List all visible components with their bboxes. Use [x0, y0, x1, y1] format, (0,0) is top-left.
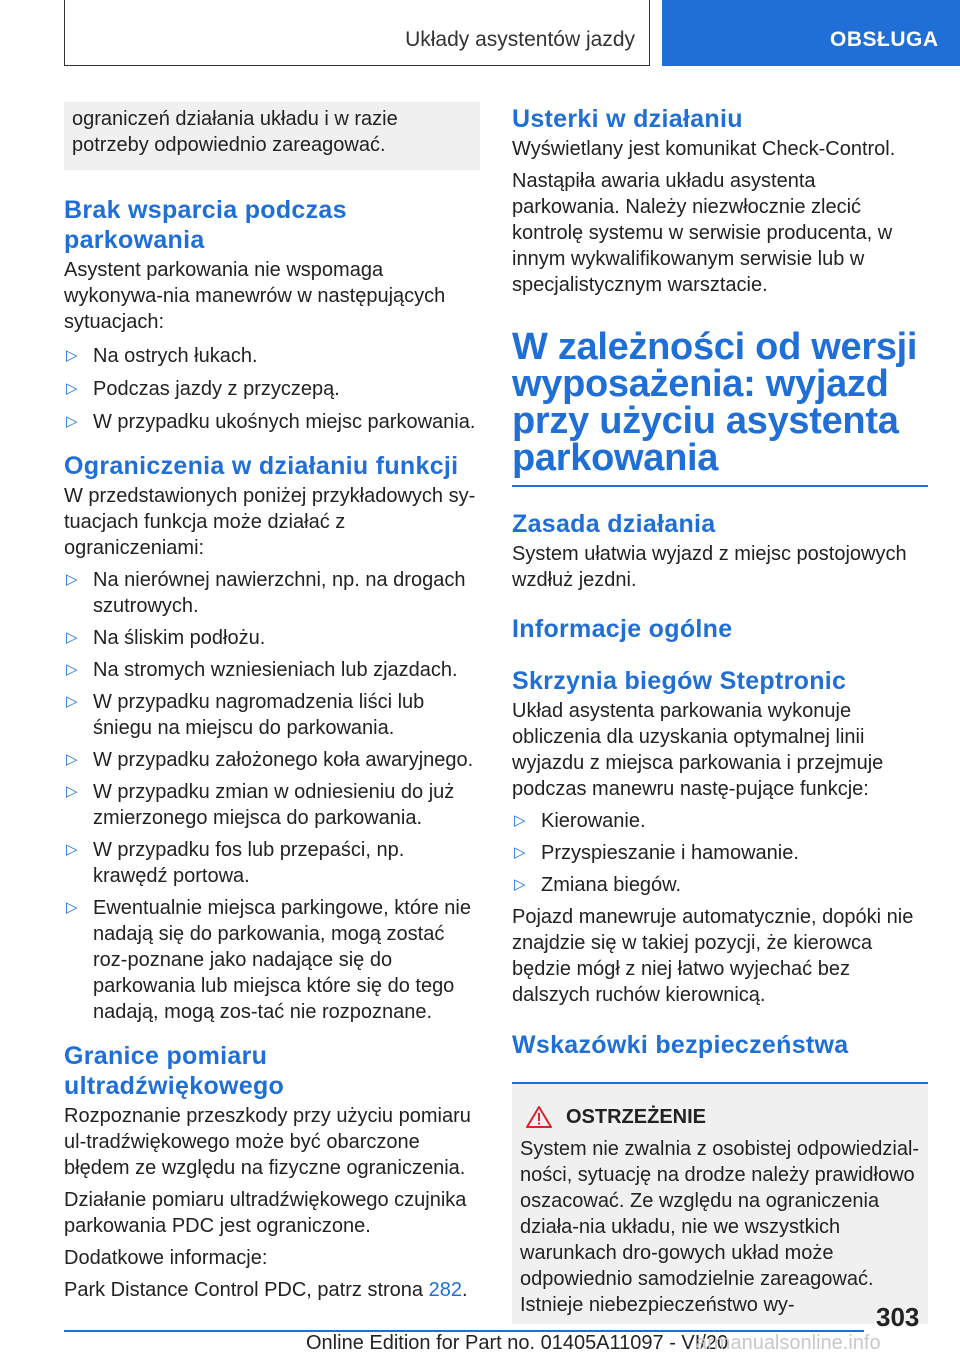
bullet-list — [64, 343, 480, 435]
triangle-right-icon: ▷ — [514, 876, 526, 893]
triangle-right-icon: ▷ — [66, 899, 78, 916]
list-item: ▷ W przypadku ukośnych miejsc parkowania. — [66, 411, 476, 433]
triangle-right-icon: ▷ — [514, 812, 526, 829]
header-section-tab — [662, 0, 960, 66]
heading-no-parking-support: Brak wsparcia podczas parkowania — [64, 196, 347, 254]
paragraph: W przedstawionych poniżej przykładowych sy‐tuacjach funkcja może działać z ograniczeniami: — [64, 485, 476, 559]
paragraph: Rozpoznanie przeszkody przy użyciu pomiaru ul‐tradźwiękowego może być obarczone błędem ze względu na fizyczne ograniczenia. — [64, 1105, 471, 1179]
warning-triangle-icon — [526, 1106, 552, 1128]
list-item: ▷ Na stromych wzniesieniach lub zjazdach. — [66, 659, 458, 681]
triangle-right-icon: ▷ — [66, 841, 78, 858]
bullet-list — [64, 567, 480, 1025]
heading-ultrasonic-limits: Granice pomiaru ultradźwiękowego — [64, 1042, 285, 1100]
chapter-title: Układy asystentów jazdy — [405, 28, 635, 51]
list-item: ▷ Przyspieszanie i hamowanie. — [514, 842, 799, 864]
continued-note-text: ograniczeń działania układu i w razie potrzeby odpowiednio zareagować. — [72, 108, 398, 156]
triangle-right-icon: ▷ — [66, 347, 78, 364]
heading-function-limits: Ograniczenia w działaniu funkcji — [64, 452, 459, 480]
paragraph: System ułatwia wyjazd z miejsc postojowych wzdłuż jezdni. — [512, 543, 907, 591]
heading-general-info: Informacje ogólne — [512, 615, 733, 643]
heading-malfunctions: Usterki w działaniu — [512, 105, 743, 133]
page-link[interactable]: 282 — [428, 1279, 462, 1301]
triangle-right-icon: ▷ — [66, 661, 78, 678]
list-item: ▷ W przypadku założonego koła awaryjnego. — [66, 749, 474, 771]
triangle-right-icon: ▷ — [66, 783, 78, 800]
list-item: ▷ Na śliskim podłożu. — [66, 627, 266, 649]
page-number: 303 — [876, 1302, 920, 1332]
footer-watermark: armanualsonline.info — [696, 1332, 881, 1354]
paragraph: Dodatkowe informacje: — [64, 1247, 268, 1269]
triangle-right-icon: ▷ — [66, 380, 78, 397]
warning-text: System nie zwalnia z osobistej odpowiedzial‐ności, sytuację na drodze należy prawidłowo oszacować. Ze względu na ograniczenia działa‐nia układu, nie we wszystkich warunkach dro‐gowych układ może odpowiednio samodzielnie zareagować. Istnieje niebezpieczeństwo wy‐ — [520, 1138, 920, 1316]
triangle-right-icon: ▷ — [66, 751, 78, 768]
warning-label: OSTRZEŻENIE — [566, 1106, 707, 1128]
list-item: ▷ W przypadku fos lub przepaści, np. krawędź portowa. — [66, 839, 405, 887]
paragraph: Wyświetlany jest komunikat Check-Control. — [512, 138, 896, 160]
triangle-right-icon: ▷ — [514, 844, 526, 861]
heading-principle: Zasada działania — [512, 510, 716, 538]
list-item: ▷ Zmiana biegów. — [514, 874, 682, 896]
right-column — [512, 102, 928, 1324]
list-item: ▷ W przypadku zmian w odniesieniu do już zmierzonego miejsca do parkowania. — [66, 781, 455, 829]
warning-title — [520, 1104, 920, 1130]
list-item: ▷ Ewentualnie miejsca parkingowe, które nie nadają się do parkowania, mogą zostać roz‐poznane jako nadające się do parkowania lub miejsca które się do tego nadają, mogą zos‐tać nie rozpoznane. — [66, 897, 471, 1023]
list-item: ▷ Na ostrych łukach. — [66, 345, 258, 367]
left-column — [64, 102, 480, 1303]
triangle-right-icon: ▷ — [66, 693, 78, 710]
section-title: OBSŁUGA — [830, 28, 939, 51]
triangle-right-icon: ▷ — [66, 413, 78, 430]
heading-steptronic: Skrzynia biegów Steptronic — [512, 667, 847, 695]
list-item: ▷ Podczas jazdy z przyczepą. — [66, 378, 340, 400]
paragraph: Działanie pomiaru ultradźwiękowego czujnika parkowania PDC jest ograniczone. — [64, 1189, 467, 1237]
footer-edition: Online Edition for Part no. 01405A11097 - VI/20 — [306, 1332, 729, 1354]
list-item: ▷ W przypadku nagromadzenia liści lub śniegu na miejscu do parkowania. — [66, 691, 425, 739]
main-section-title: W zależności od wersji wyposażenia: wyjazd przy użyciu asystenta parkowania — [512, 329, 928, 487]
paragraph: Pojazd manewruje automatycznie, dopóki nie znajdzie się w takiej pozycji, że kierowca będzie mógł z niej łatwo wyjechać bez dalszych ruchów kierownicą. — [512, 906, 914, 1006]
paragraph: Asystent parkowania nie wspomaga wykonywa‐nia manewrów w następujących sytuacjach: — [64, 259, 446, 333]
triangle-right-icon: ▷ — [66, 629, 78, 646]
list-item: ▷ Na nierównej nawierzchni, np. na drogach szutrowych. — [66, 569, 466, 617]
header-chapter-tab — [64, 0, 650, 66]
warning-box — [512, 1082, 928, 1324]
list-item: ▷ Kierowanie. — [514, 810, 646, 832]
paragraph: Układ asystenta parkowania wykonuje obliczenia dla uzyskania optymalnej linii wyjazdu z miejsca parkowania i przejmuje podczas manewru nastę‐pujące funkcje: — [512, 700, 884, 800]
bullet-list — [512, 808, 928, 898]
triangle-right-icon: ▷ — [66, 571, 78, 588]
continued-note-box — [64, 102, 480, 170]
paragraph: Nastąpiła awaria układu asystenta parkowania. Należy niezwłocznie zlecić kontrolę systemu w serwisie producenta, w innym wykwalifikowanym serwisie lub w specjalistycznym warsztacie. — [512, 170, 893, 296]
paragraph-reference: Park Distance Control PDC, patrz strona 282. — [64, 1279, 468, 1301]
heading-safety: Wskazówki bezpieczeństwa — [512, 1031, 849, 1059]
